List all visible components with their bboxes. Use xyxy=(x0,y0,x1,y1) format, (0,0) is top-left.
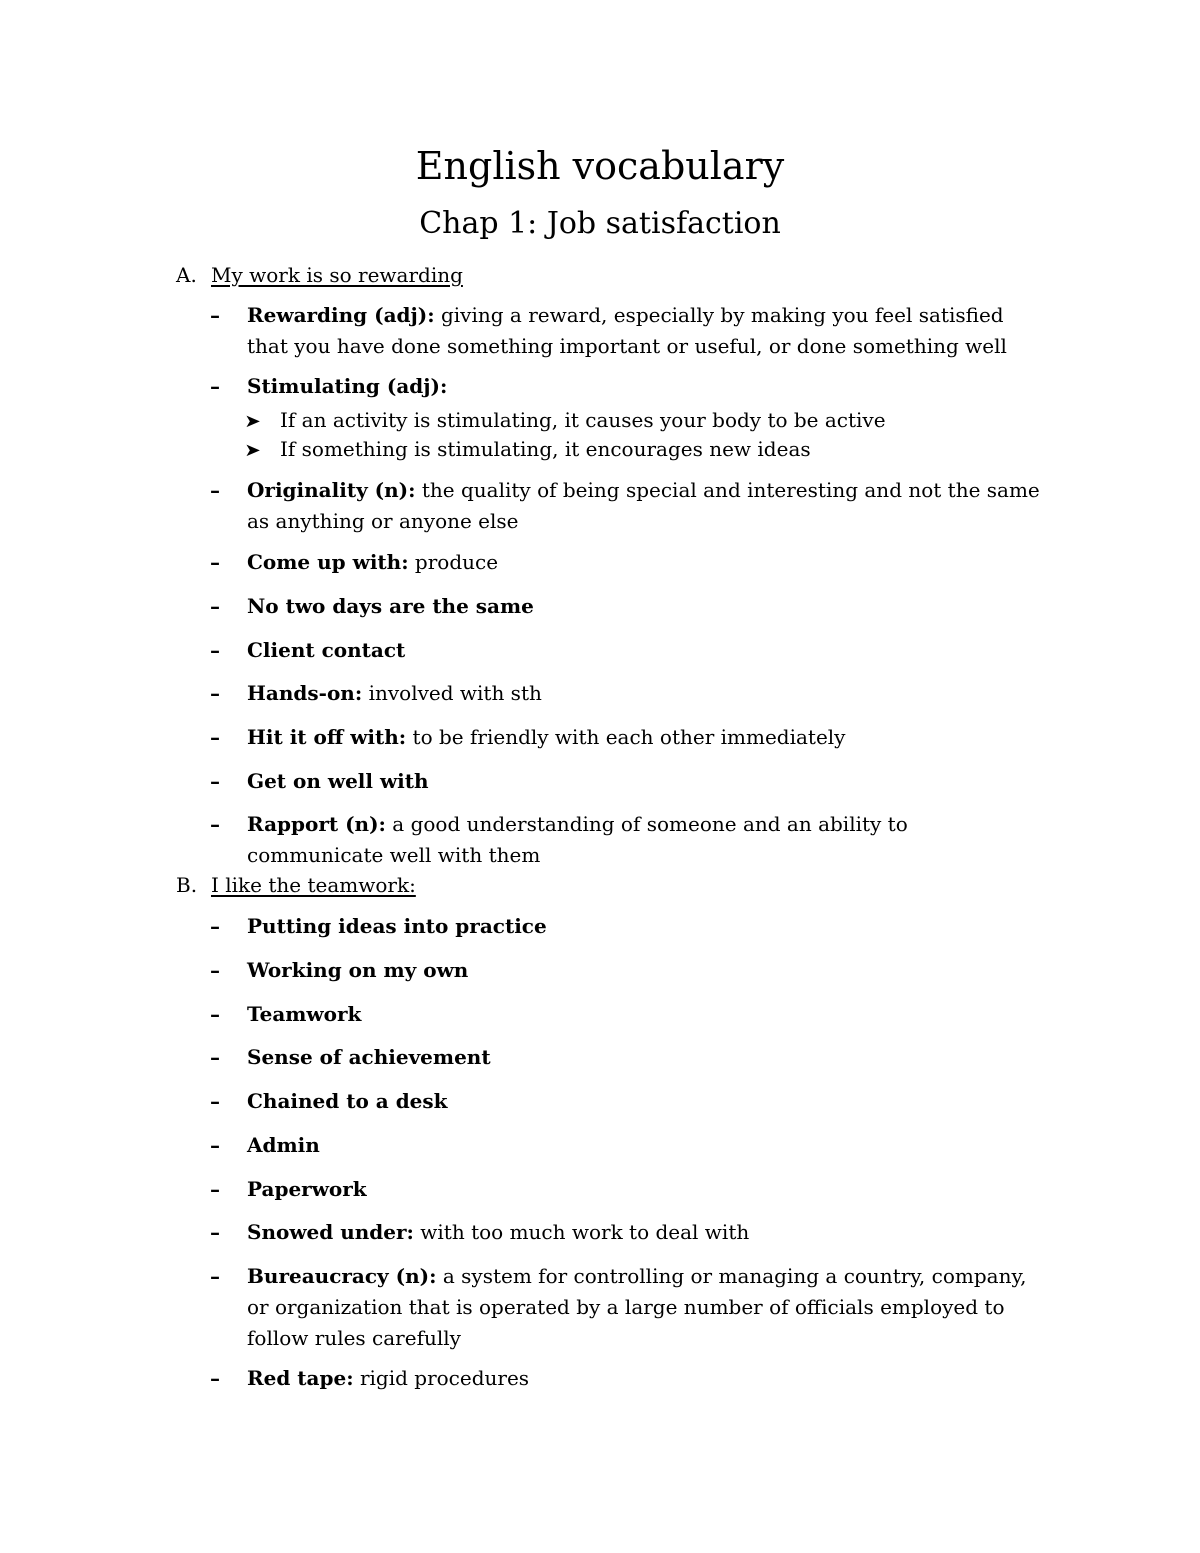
section-title: My work is so rewarding xyxy=(211,263,463,287)
vocab-term: Stimulating (adj): xyxy=(247,374,448,398)
bullet-dash: – xyxy=(210,914,220,938)
vocab-entry-come-up-with xyxy=(210,547,1050,578)
vocab-entry-stimulating xyxy=(210,371,1050,402)
vocab-term: Working on my own xyxy=(247,958,469,982)
bullet-dash: – xyxy=(210,812,220,836)
vocab-entry-hit-it-off xyxy=(210,722,1050,753)
bullet-dash: – xyxy=(210,638,220,662)
vocab-entry-chained-desk xyxy=(210,1086,1050,1117)
vocab-entry-red-tape xyxy=(210,1363,1050,1394)
section-heading-a xyxy=(176,260,1076,291)
vocab-entry-sense-achievement xyxy=(210,1042,1050,1073)
vocab-term: Teamwork xyxy=(247,1002,362,1026)
vocab-definition: a system for controlling or managing a country, company, or organization that is operated by a large number of officials employed to follow rules carefully xyxy=(247,1264,1027,1350)
bullet-dash: – xyxy=(210,1264,220,1288)
bullet-dash: – xyxy=(210,1045,220,1069)
vocab-term: Rapport (n): xyxy=(247,812,386,836)
bullet-dash: – xyxy=(210,550,220,574)
vocab-entry-admin xyxy=(210,1130,1050,1161)
vocab-term: Sense of achievement xyxy=(247,1045,491,1069)
vocab-entry-no-two-days xyxy=(210,591,1050,622)
bullet-dash: – xyxy=(210,958,220,982)
vocab-entry-snowed-under xyxy=(210,1217,1050,1248)
arrow-bullet-icon: ➤ xyxy=(244,411,261,432)
section-letter: B. xyxy=(176,873,198,897)
section-title: I like the teamwork: xyxy=(211,873,416,897)
vocab-entry-paperwork xyxy=(210,1174,1050,1205)
section-heading-b xyxy=(176,870,1076,901)
vocab-term: Chained to a desk xyxy=(247,1089,448,1113)
sub-point xyxy=(246,405,1046,437)
vocab-entry-teamwork xyxy=(210,999,1050,1030)
vocab-term: Paperwork xyxy=(247,1177,367,1201)
vocab-term: Come up with: xyxy=(247,550,409,574)
vocab-term: Originality (n): xyxy=(247,478,416,502)
bullet-dash: – xyxy=(210,374,220,398)
bullet-dash: – xyxy=(210,1220,220,1244)
sub-point-text: If something is stimulating, it encourages new ideas xyxy=(280,437,811,461)
vocab-term: Bureaucracy (n): xyxy=(247,1264,437,1288)
bullet-dash: – xyxy=(210,1089,220,1113)
arrow-bullet-icon: ➤ xyxy=(244,440,261,461)
vocab-entry-rapport xyxy=(210,809,1050,871)
vocab-term: Snowed under: xyxy=(247,1220,414,1244)
vocab-definition: a good understanding of someone and an ability to communicate well with them xyxy=(247,812,908,867)
vocab-definition: the quality of being special and interesting and not the same as anything or anyone else xyxy=(247,478,1040,533)
bullet-dash: – xyxy=(210,681,220,705)
vocab-entry-working-own xyxy=(210,955,1050,986)
vocab-entry-hands-on xyxy=(210,678,1050,709)
bullet-dash: – xyxy=(210,725,220,749)
vocab-term: Rewarding (adj): xyxy=(247,303,435,327)
vocab-entry-rewarding xyxy=(210,300,1050,362)
vocab-term: Putting ideas into practice xyxy=(247,914,547,938)
vocab-term: Red tape: xyxy=(247,1366,354,1390)
bullet-dash: – xyxy=(210,478,220,502)
vocab-definition: giving a reward, especially by making you feel satisfied that you have done something important or useful, or done something well xyxy=(247,303,1007,358)
vocab-entry-bureaucracy xyxy=(210,1261,1050,1354)
vocab-term: Hit it off with: xyxy=(247,725,407,749)
vocab-definition: involved with sth xyxy=(362,681,542,705)
bullet-dash: – xyxy=(210,1002,220,1026)
vocab-entry-get-on-well xyxy=(210,766,1050,797)
vocab-term: Admin xyxy=(247,1133,320,1157)
vocab-definition: produce xyxy=(408,550,499,574)
vocab-term: Get on well with xyxy=(247,769,429,793)
vocab-entry-originality xyxy=(210,475,1050,537)
document-title: English vocabulary xyxy=(415,144,785,188)
vocab-term: No two days are the same xyxy=(247,594,534,618)
chapter-title: Chap 1: Job satisfaction xyxy=(419,206,781,241)
vocab-definition: to be friendly with each other immediately xyxy=(406,725,846,749)
vocab-term: Hands-on: xyxy=(247,681,363,705)
sub-point-text: If an activity is stimulating, it causes your body to be active xyxy=(280,408,886,432)
vocab-definition: rigid procedures xyxy=(353,1366,530,1390)
section-letter: A. xyxy=(176,263,197,287)
vocab-entry-putting-ideas xyxy=(210,911,1050,942)
vocab-entry-client-contact xyxy=(210,635,1050,666)
sub-point xyxy=(246,434,1046,466)
bullet-dash: – xyxy=(210,1177,220,1201)
bullet-dash: – xyxy=(210,594,220,618)
bullet-dash: – xyxy=(210,1366,220,1390)
bullet-dash: – xyxy=(210,303,220,327)
vocab-term: Client contact xyxy=(247,638,406,662)
bullet-dash: – xyxy=(210,769,220,793)
vocab-definition: with too much work to deal with xyxy=(413,1220,750,1244)
bullet-dash: – xyxy=(210,1133,220,1157)
